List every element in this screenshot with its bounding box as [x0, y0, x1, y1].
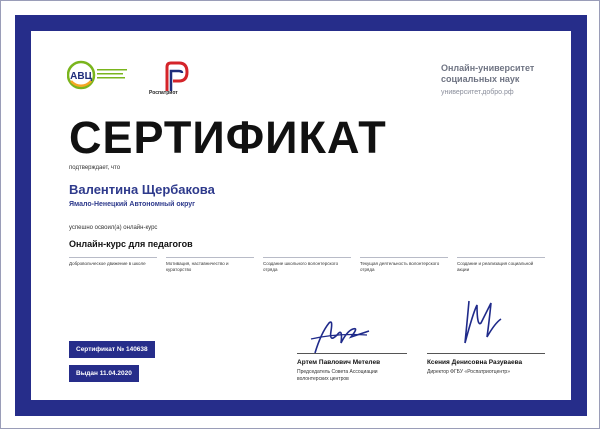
- module-item: Создание школьного волонтерского отряда: [263, 257, 351, 273]
- signatory-name: Артем Павлович Метелев: [297, 359, 381, 366]
- signatory-name: Ксения Денисовна Разуваева: [427, 359, 523, 366]
- completed-text: успешно освоил(а) онлайн-курс: [69, 225, 158, 231]
- issue-date-badge: Выдан 11.04.2020: [69, 365, 139, 382]
- university-title: Онлайн-университет социальных наук: [441, 63, 535, 84]
- svg-text:АВЦ: АВЦ: [70, 71, 92, 82]
- certificate-number-badge: Сертификат № 140638: [69, 341, 155, 358]
- signature-line: [427, 353, 545, 354]
- rospatriot-label: Роспатриот: [149, 90, 178, 96]
- module-item: Мотивация, наставничество и кураторство: [166, 257, 254, 273]
- signature-razuvaeva-icon: [451, 293, 511, 351]
- certificate-title: СЕРТИФИКАТ: [69, 112, 387, 163]
- confirms-text: подтверждает, что: [69, 165, 121, 171]
- signature-line: [297, 353, 407, 354]
- recipient-region: Ямало-Ненецкий Автономный округ: [69, 201, 196, 208]
- course-title: Онлайн-курс для педагогов: [69, 239, 193, 249]
- signature-metelev-icon: [307, 313, 377, 357]
- avc-logo: [67, 59, 139, 91]
- university-url: университет.добро.рф: [441, 89, 514, 96]
- course-modules: [69, 257, 539, 277]
- module-item: Текущая деятельность волонтерского отряда: [360, 257, 448, 273]
- signatory-role: Директор ФГБУ «Роспатриотцентр»: [427, 369, 510, 375]
- signatory-role: Председатель Совета Ассоциации волонтерских центров: [297, 369, 378, 382]
- module-item: Добровольческое движение в школе: [69, 257, 157, 267]
- module-item: Создание и реализация социальной акции: [457, 257, 545, 273]
- recipient-name: Валентина Щербакова: [69, 182, 215, 197]
